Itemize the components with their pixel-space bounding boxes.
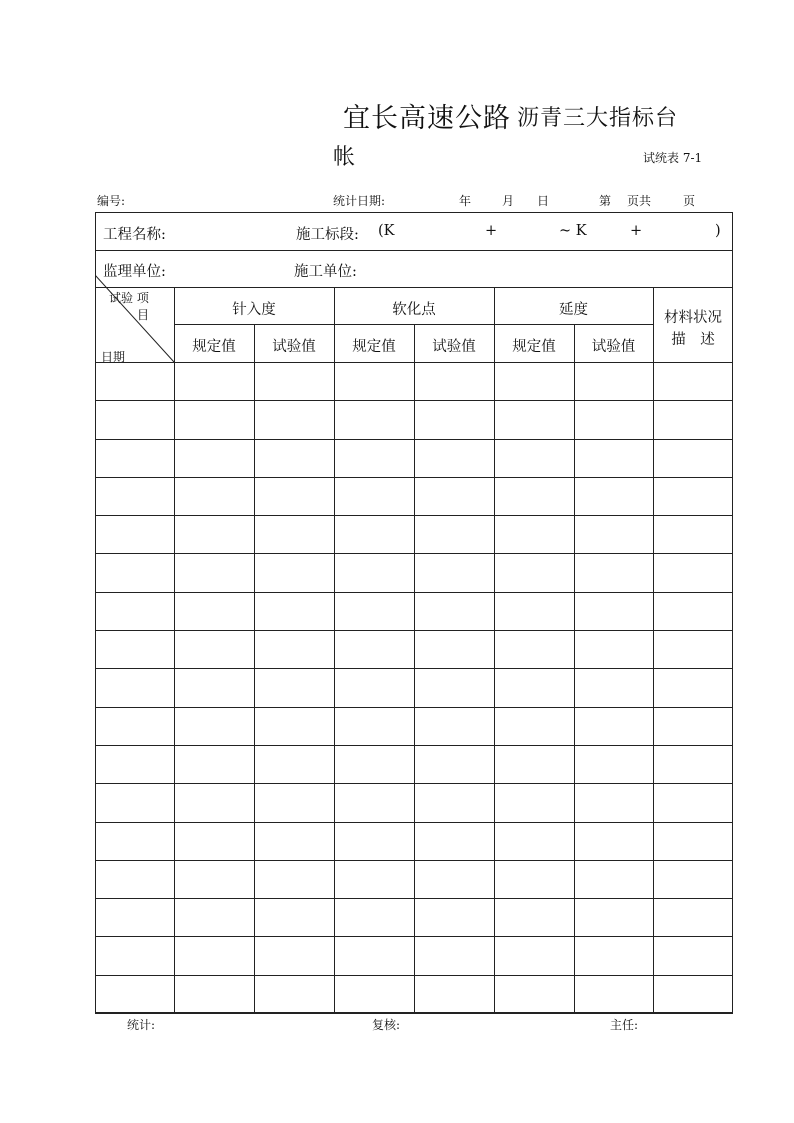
group-ductility: 延度	[559, 302, 588, 318]
document-subtitle: 沥青三大指标台	[517, 106, 679, 131]
table-row-divider	[95, 592, 733, 593]
group-penetration: 针入度	[232, 302, 276, 318]
table-row-divider	[95, 975, 733, 976]
section-close: )	[715, 223, 721, 239]
footer-stat-label: 统计:	[127, 1018, 156, 1032]
ledger-table	[95, 212, 733, 1013]
table-row-divider	[95, 707, 733, 708]
supervisor-label: 监理单位:	[103, 264, 166, 280]
section-tilde-k: ~ K	[559, 223, 587, 239]
footer-director-label: 主任:	[610, 1018, 639, 1032]
year-label: 年	[459, 194, 472, 208]
section-label: 施工标段:	[296, 227, 359, 243]
corner-item-label: 试验 项	[109, 291, 149, 305]
sub-test-3: 试验值	[591, 339, 636, 355]
corner-date-label: 日期	[101, 350, 126, 364]
section-plus-2: +	[630, 223, 643, 239]
group-softening-point: 软化点	[392, 302, 436, 318]
corner-item-label-2: 目	[137, 308, 150, 322]
serial-label: 编号:	[97, 194, 126, 208]
page-end-label: 页	[683, 194, 696, 208]
material-desc-label: 描 述	[671, 332, 715, 348]
form-number: 试统表 7-1	[643, 151, 703, 165]
document-subtitle-wrap: 帐	[333, 145, 356, 170]
table-row-divider	[95, 515, 733, 516]
stat-date-label: 统计日期:	[333, 194, 386, 208]
table-row-divider	[95, 630, 733, 631]
sub-spec-1: 规定值	[192, 339, 236, 355]
page-no-label: 第	[599, 194, 612, 208]
table-row-divider	[95, 783, 733, 784]
table-row-divider	[95, 400, 733, 401]
page-total-label: 页共	[627, 194, 652, 208]
table-row-divider	[95, 477, 733, 478]
table-row-divider	[95, 668, 733, 669]
month-label: 月	[502, 194, 515, 208]
table-row-divider	[95, 745, 733, 746]
material-status-label: 材料状况	[664, 310, 722, 326]
sub-spec-2: 规定值	[352, 339, 396, 355]
table-row-divider	[95, 860, 733, 861]
contractor-label: 施工单位:	[294, 264, 357, 280]
table-row-divider	[95, 822, 733, 823]
sub-test-2: 试验值	[432, 339, 476, 355]
section-open: (K	[378, 223, 395, 239]
document-title: 宜长高速公路	[343, 103, 511, 134]
section-plus-1: +	[485, 223, 498, 239]
table-row-divider	[95, 553, 733, 554]
table-row-divider	[95, 439, 733, 440]
day-label: 日	[537, 194, 550, 208]
footer-review-label: 复核:	[372, 1018, 401, 1032]
project-name-label: 工程名称:	[103, 227, 166, 243]
table-row-divider	[95, 898, 733, 899]
sub-test-1: 试验值	[272, 339, 316, 355]
sub-spec-3: 规定值	[512, 339, 556, 355]
table-row-divider	[95, 936, 733, 937]
